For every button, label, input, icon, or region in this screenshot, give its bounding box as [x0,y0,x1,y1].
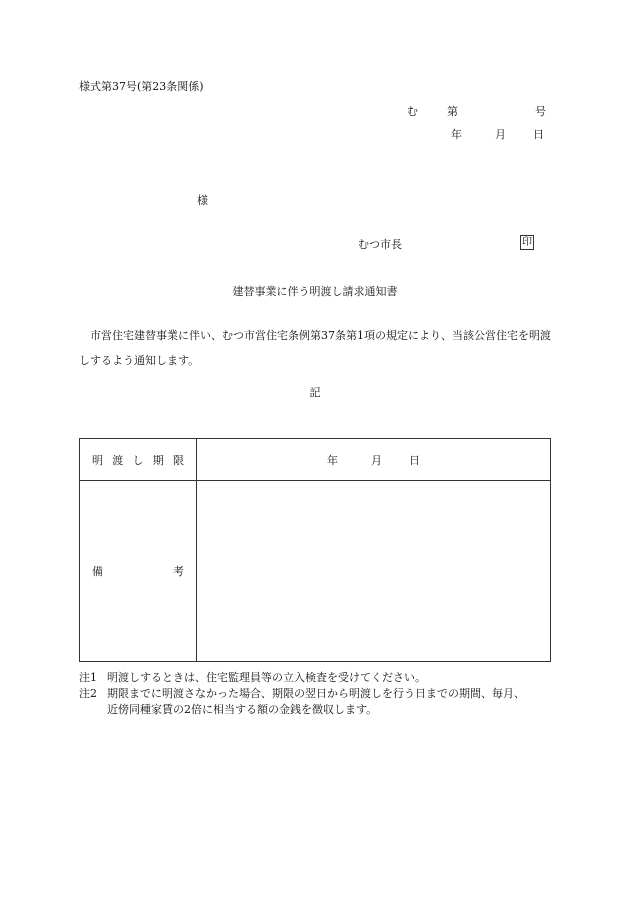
record-table [79,438,551,662]
note-2 [79,686,559,718]
deadline-year: 年 [327,453,338,467]
note-text: 明渡しするときは、住宅監理員等の立入検査を受けてください。 [107,671,426,684]
document-title: 建替事業に伴う明渡し請求通知書 [232,285,398,298]
ki-heading: 記 [309,386,321,399]
remarks-label-char: 備 [92,565,103,578]
sender-name: むつ市長 [358,238,402,251]
remarks-label-char: 考 [173,565,184,578]
deadline-label-cell [80,439,197,481]
seal-mark: 印 [522,237,532,248]
note-1 [79,670,559,686]
deadline-label-char: 期 [152,453,164,467]
note-label: 注1 [79,671,97,684]
table-row [80,481,551,662]
deadline-label-char: 明 [92,453,103,467]
issue-date [451,128,544,142]
deadline-month: 月 [371,453,382,467]
document-number [407,105,546,119]
note-label: 注2 [79,687,97,700]
table-row [80,439,551,481]
deadline-label-char: 限 [173,453,184,467]
body-text: 市営住宅建替事業に伴い、むつ市営住宅条例第37条第1項の規定により、当該公営住宅を明渡しするよう通知します。 [79,329,551,367]
addressee: 様 [197,194,208,207]
deadline-label-char: し [132,453,144,467]
doc-number-dai: 第 [447,105,458,118]
date-year: 年 [451,128,462,141]
note-text-continued: 近傍同種家賃の2倍に相当する額の金銭を徴収します。 [107,703,378,716]
doc-number-go: 号 [535,105,546,118]
date-day: 日 [533,128,544,141]
form-number: 様式第37号(第23条関係) [79,80,204,93]
remarks-value-cell[interactable] [197,481,551,662]
remarks-label-cell [80,481,197,662]
deadline-date-cell[interactable] [197,439,551,481]
deadline-label-char: 渡 [112,453,124,467]
doc-number-prefix: む [407,105,418,118]
note-text: 期限までに明渡さなかった場合、期限の翌日から明渡しを行う日までの期間、毎月、 [107,687,525,700]
date-month: 月 [495,128,506,141]
deadline-day: 日 [409,453,420,467]
